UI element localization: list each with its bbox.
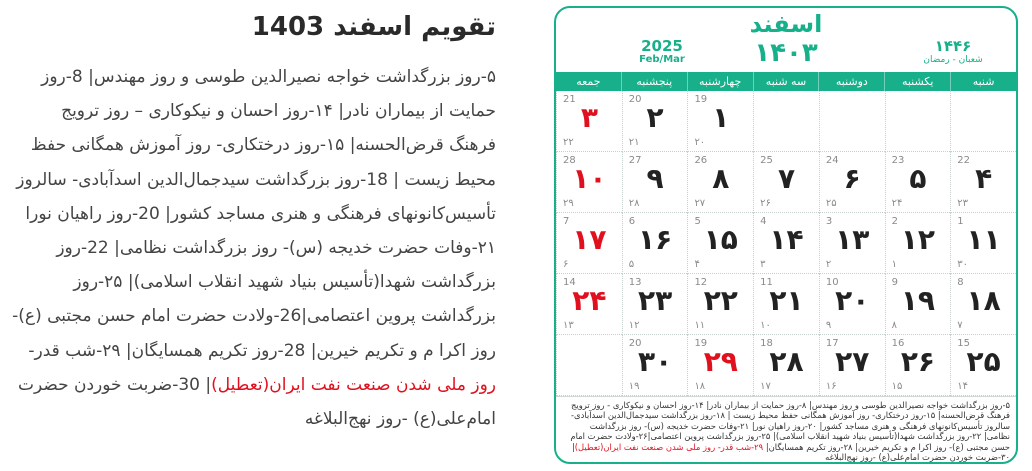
hijri-day-number: ۲۴: [891, 198, 903, 209]
persian-day-number: ۱۹: [900, 284, 936, 317]
gregorian-day-number: 7: [563, 216, 570, 227]
day-cell[interactable]: [687, 213, 753, 274]
persian-day-number: ۳۰: [637, 345, 673, 378]
gregorian-day-number: 3: [825, 216, 833, 227]
hijri-day-number: ۲۸: [628, 198, 640, 209]
gregorian-day-number: 18: [760, 338, 773, 349]
gregorian-day-number: 23: [891, 155, 905, 166]
persian-day-number: ۸: [712, 162, 730, 195]
persian-day-number: ۳: [580, 101, 598, 134]
day-cell[interactable]: [622, 91, 688, 152]
gregorian-day-number: 17: [825, 338, 839, 349]
gregorian-day-number: 16: [891, 338, 905, 349]
day-cell[interactable]: [622, 213, 688, 274]
day-cell[interactable]: [950, 274, 1016, 335]
empty-day-cell: [885, 91, 951, 152]
gregorian-day-number: 28: [563, 155, 576, 166]
day-cell[interactable]: [556, 91, 622, 152]
gregorian-day-number: 20: [628, 338, 642, 349]
hijri-day-number: ۵: [628, 259, 635, 270]
day-cell[interactable]: [622, 274, 688, 335]
hijri-day-number: ۱۶: [825, 381, 837, 392]
hijri-year: ۱۴۴۶: [934, 37, 972, 55]
gregorian-day-number: 13: [628, 277, 642, 288]
persian-day-number: ۷: [777, 162, 796, 195]
page-title: تقویم اسفند 1403: [251, 12, 496, 42]
persian-day-number: ۱: [712, 101, 730, 134]
gregorian-day-number: 9: [891, 277, 898, 288]
events-text-part1: ۵-روز بزرگداشت خواجه نصیرالدین طوسی و روز مهندس| 8-روز حمایت از بیماران نادر| ۱۴-روز احسان و نیکوکاری – روز ترویج فرهنگ قرض‌الحسنه| ۱۵-روز درختکاری- روز آموزش همگانی حفظ محیط زیست | 18-روز بزرگداشت سیدجمال‌الدین اسدآبادی- سالروز تأسیس‌کانونهای فرهنگی و هنری مساجد کشور| 20-روز راهیان نورا ۲۱-وفات حضرت خدیجه (س)- روز بزرگداشت نظامی| 22-روز بزرگداشت شهدا(تأسیس بنیاد شهید انقلاب اسلامی)| ۲۵-روز بزرگداشت پروین اعتصامی|26-ولادت حضرت امام حسن مجتبی (ع)- روز اکرا م و تکریم خیرین| 28-روز تکریم همسایگان| ۲۹-شب قدر-: [12, 67, 496, 361]
hijri-day-number: ۱۹: [628, 381, 640, 392]
hijri-day-number: ۴: [694, 259, 700, 270]
events-description: [10, 60, 496, 436]
day-cell[interactable]: [885, 213, 951, 274]
gregorian-day-number: 24: [825, 155, 839, 166]
hijri-day-number: ۱۲: [628, 320, 640, 331]
weekday-wednesday: چهارشنبه: [687, 72, 753, 91]
day-cell[interactable]: [950, 213, 1016, 274]
gregorian-day-number: 19: [694, 338, 708, 349]
day-cell[interactable]: [687, 152, 753, 213]
hijri-months: شعبان - رمضان: [923, 55, 983, 65]
gregorian-day-number: 11: [760, 277, 773, 288]
days-grid: [556, 91, 1016, 397]
hijri-day-number: ۹: [825, 320, 832, 331]
persian-day-number: ۴: [975, 162, 993, 195]
day-cell[interactable]: [819, 213, 885, 274]
hijri-day-number: ۱۰: [760, 320, 771, 331]
hijri-day-number: ۷: [957, 320, 963, 331]
gregorian-day-number: 19: [694, 94, 708, 105]
hijri-day-number: ۲۱: [628, 137, 640, 148]
hijri-day-number: ۲۵: [825, 198, 837, 209]
gregorian-date-block: [622, 38, 702, 66]
gregorian-day-number: 21: [563, 94, 576, 105]
hijri-day-number: ۲۳: [957, 198, 969, 209]
day-cell[interactable]: [885, 274, 951, 335]
gregorian-day-number: 14: [563, 277, 576, 288]
hijri-day-number: ۱۴: [957, 381, 969, 392]
hijri-day-number: ۳۰: [957, 259, 969, 270]
hijri-day-number: ۲۶: [760, 198, 771, 209]
persian-day-number: ۲: [646, 101, 664, 134]
gregorian-day-number: 10: [825, 277, 839, 288]
hijri-day-number: ۸: [891, 320, 897, 331]
day-cell[interactable]: [950, 152, 1016, 213]
gregorian-year: 2025: [641, 37, 683, 55]
day-cell[interactable]: [950, 335, 1016, 396]
hijri-day-number: ۱۸: [694, 381, 706, 392]
persian-year: ۱۴۰۳: [754, 38, 818, 68]
day-cell[interactable]: [622, 335, 688, 396]
hijri-day-number: ۱۷: [760, 381, 771, 392]
hijri-day-number: ۲: [825, 259, 832, 270]
hijri-day-number: ۶: [563, 259, 569, 270]
gregorian-day-number: 20: [628, 94, 642, 105]
hijri-day-number: ۱۳: [563, 320, 574, 331]
hijri-date-block: [898, 38, 1008, 66]
day-cell[interactable]: [556, 152, 622, 213]
empty-day-cell: [556, 335, 622, 396]
weekday-sunday: یکشنبه: [884, 72, 950, 91]
weekday-saturday: شنبه: [950, 72, 1016, 91]
persian-day-number: ۱۵: [703, 223, 738, 256]
gregorian-day-number: 26: [694, 155, 708, 166]
persian-day-number: ۲۲: [703, 284, 738, 317]
persian-day-number: ۹: [646, 162, 664, 195]
gregorian-day-number: 27: [628, 155, 642, 166]
day-cell[interactable]: [753, 335, 819, 396]
persian-day-number: ۵: [909, 162, 927, 195]
empty-day-cell: [819, 91, 885, 152]
month-calendar: [554, 6, 1018, 464]
persian-day-number: ۱۳: [835, 223, 870, 256]
persian-day-number: ۱۰: [572, 162, 607, 195]
persian-day-number: ۲۴: [572, 284, 607, 317]
gregorian-months: Feb/Mar: [639, 54, 685, 65]
persian-day-number: ۲۵: [966, 345, 1001, 378]
gregorian-day-number: 2: [891, 216, 898, 227]
weekday-tuesday: سه شنبه: [753, 72, 819, 91]
gregorian-day-number: 4: [760, 216, 767, 227]
persian-day-number: ۲۸: [769, 345, 804, 378]
persian-day-number: ۱۱: [966, 223, 1001, 256]
gregorian-day-number: 15: [957, 338, 971, 349]
day-cell[interactable]: [885, 335, 951, 396]
persian-day-number: ۲۹: [703, 345, 738, 378]
weekday-header-row: [556, 72, 1016, 91]
calendar-header: [556, 8, 1016, 72]
persian-day-number: ۲۷: [835, 345, 870, 378]
day-cell[interactable]: [753, 152, 819, 213]
day-cell[interactable]: [753, 274, 819, 335]
weekday-thursday: پنجشنبه: [621, 72, 687, 91]
day-cell[interactable]: [622, 152, 688, 213]
persian-day-number: ۱۸: [966, 284, 1001, 317]
weekday-friday: جمعه: [576, 75, 601, 88]
events-holiday-text: روز ملی شدن صنعت نفت ایران(تعطیل): [211, 374, 496, 395]
empty-day-cell: [753, 91, 819, 152]
weekday-monday: دوشنبه: [818, 72, 884, 91]
gregorian-day-number: 12: [694, 277, 708, 288]
day-cell[interactable]: [885, 152, 951, 213]
day-cell[interactable]: [819, 335, 885, 396]
persian-day-number: ۶: [843, 162, 861, 195]
hijri-day-number: ۱۵: [891, 381, 903, 392]
events-panel: [10, 8, 496, 463]
persian-day-number: ۲۳: [637, 284, 673, 317]
day-cell[interactable]: [753, 213, 819, 274]
persian-day-number: ۱۶: [637, 223, 673, 256]
day-cell[interactable]: [556, 213, 622, 274]
calendar-events-footer: [556, 397, 1016, 464]
footer-holiday-text: ۲۹-شب قدر- روز ملی شدن صنعت نفت ایران(تعطیل): [574, 441, 764, 452]
day-cell[interactable]: [819, 274, 885, 335]
gregorian-day-number: 1: [957, 216, 964, 227]
footer-events-part2: | ۳۰-ضربت خوردن حضرت امام‌علی(ع) -روز نهج‌البلاغه: [571, 441, 1010, 463]
persian-day-number: ۱۲: [900, 223, 936, 256]
gregorian-day-number: 22: [957, 155, 971, 166]
persian-day-number: ۱۴: [769, 223, 804, 256]
hijri-day-number: ۲۲: [563, 137, 574, 148]
persian-day-number: ۱۷: [572, 223, 607, 256]
month-name: اسفند: [749, 10, 823, 38]
gregorian-day-number: 5: [694, 216, 701, 227]
hijri-day-number: ۱۱: [694, 320, 706, 331]
day-cell[interactable]: [687, 91, 753, 152]
gregorian-day-number: 25: [760, 155, 773, 166]
hijri-day-number: ۲۹: [563, 198, 574, 209]
hijri-day-number: ۲۷: [694, 198, 706, 209]
empty-day-cell: [950, 91, 1016, 152]
persian-day-number: ۲۰: [835, 284, 870, 317]
hijri-day-number: ۱: [891, 259, 897, 270]
day-cell[interactable]: [687, 335, 753, 396]
hijri-day-number: ۳: [760, 259, 766, 270]
persian-day-number: ۲۶: [900, 345, 936, 378]
events-text-part2: | 30-ضربت خوردن حضرت امام‌علی(ع) -روز نهج‌البلاغه: [17, 374, 496, 430]
day-cell[interactable]: [687, 274, 753, 335]
hijri-day-number: ۲۰: [694, 137, 706, 148]
gregorian-day-number: 8: [957, 277, 964, 288]
day-cell[interactable]: [819, 152, 885, 213]
gregorian-day-number: 6: [628, 216, 636, 227]
footer-events-part1: ۵-روز بزرگداشت خواجه نصیرالدین طوسی و روز مهندس| ۸-روز حمایت از بیماران نادر| ۱۴-روز احسان و نیکوکاری - روز ترویج فرهنگ قرض‌الحسنه| ۱۵-روز درختکاری- روز آموزش همگانی حفظ محیط زیست | ۱۸-روز بزرگداشت سیدجمال‌الدین اسدآبادی- سالروز تأسیس‌کانونهای فرهنگی و هنری مساجد کشور| ۲۰-روز راهیان نور| ۲۱-وفات حضرت خدیجه (س)- روز بزرگداشت نظامی| ۲۲-روز بزرگداشت شهدا(تأسیس بنیاد شهید انقلاب اسلامی)| ۲۵-روز بزرگداشت پروین اعتصامی|۲۶-ولادت حضرت امام حسن مجتبی (ع)- روز اکرا م و تکریم خیرین| ۲۸-روز تکریم همسایگان|: [570, 400, 1010, 452]
day-cell[interactable]: [556, 274, 622, 335]
persian-day-number: ۲۱: [769, 284, 804, 317]
